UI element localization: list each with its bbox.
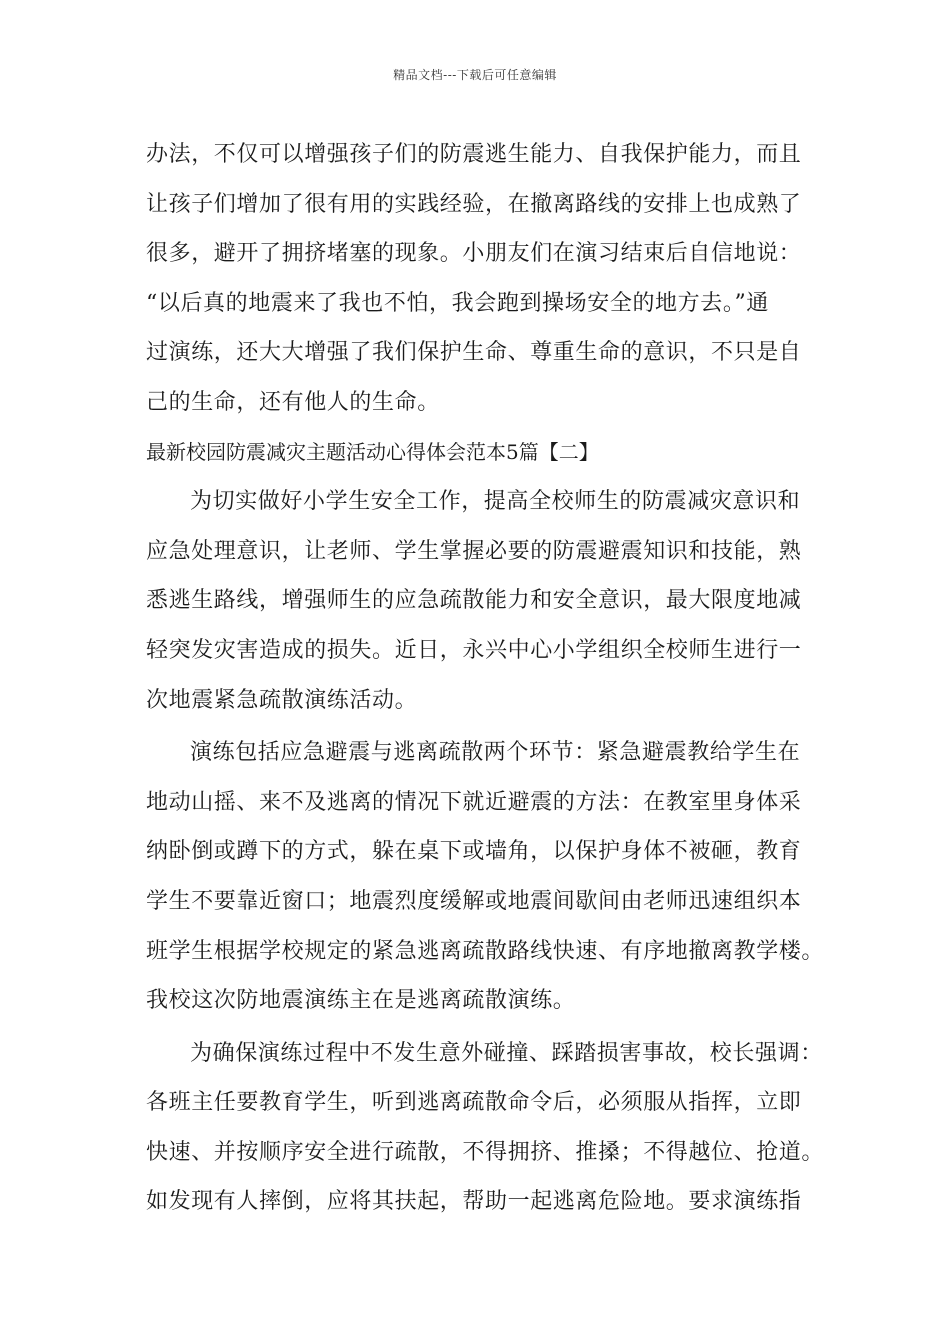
text-line: 各班主任要教育学生，听到逃离疏散命令后，必须服从指挥，立即 <box>146 1090 802 1116</box>
text-line: 班学生根据学校规定的紧急逃离疏散路线快速、有序地撤离教学楼。 <box>146 938 825 964</box>
text-line: 悉逃生路线，增强师生的应急疏散能力和安全意识，最大限度地减 <box>146 588 802 614</box>
text-line: 应急处理意识，让老师、学生掌握必要的防震避震知识和技能，熟 <box>146 538 802 564</box>
text-line: 轻突发灾害造成的损失。近日，永兴中心小学组织全校师生进行一 <box>146 637 802 663</box>
text-line: 很多，避开了拥挤堵塞的现象。小朋友们在演习结束后自信地说： <box>146 241 802 267</box>
text-line: “以后真的地震来了我也不怕，我会跑到操场安全的地方去。”通 <box>146 290 769 316</box>
section-heading: 最新校园防震减灾主题活动心得体会范本5篇【二】 <box>146 439 599 464</box>
page-header: 精品文档---下载后可任意编辑 <box>393 68 557 82</box>
document-body <box>146 130 826 1227</box>
text-line: 学生不要靠近窗口；地震烈度缓解或地震间歇间由老师迅速组织本 <box>146 888 802 914</box>
text-line: 次地震紧急疏散演练活动。 <box>146 687 418 713</box>
text-line: 己的生命，还有他人的生命。 <box>146 389 440 415</box>
text-line: 为切实做好小学生安全工作，提高全校师生的防震减灾意识和 <box>190 489 801 515</box>
text-line: 快速、并按顺序安全进行疏散，不得拥挤、推搡；不得越位、抢道。 <box>146 1139 825 1165</box>
text-line: 演练包括应急避震与逃离疏散两个环节：紧急避震教给学生在 <box>190 740 801 766</box>
text-line: 过演练，还大大增强了我们保护生命、尊重生命的意识，不只是自 <box>146 340 802 366</box>
text-line: 如发现有人摔倒，应将其扶起，帮助一起逃离危险地。要求演练指 <box>146 1189 802 1215</box>
text-line: 让孩子们增加了很有用的实践经验，在撤离路线的安排上也成熟了 <box>146 191 802 217</box>
text-line: 办法，不仅可以增强孩子们的防震逃生能力、自我保护能力，而且 <box>146 142 802 167</box>
text-line: 我校这次防地震演练主在是逃离疏散演练。 <box>146 988 576 1014</box>
text-line: 地动山摇、来不及逃离的情况下就近避震的方法：在教室里身体采 <box>146 789 802 815</box>
text-line: 为确保演练过程中不发生意外碰撞、踩踏损害事故，校长强调： <box>190 1040 823 1066</box>
text-line: 纳卧倒或蹲下的方式，躲在桌下或墙角，以保护身体不被砸，教育 <box>146 839 802 865</box>
